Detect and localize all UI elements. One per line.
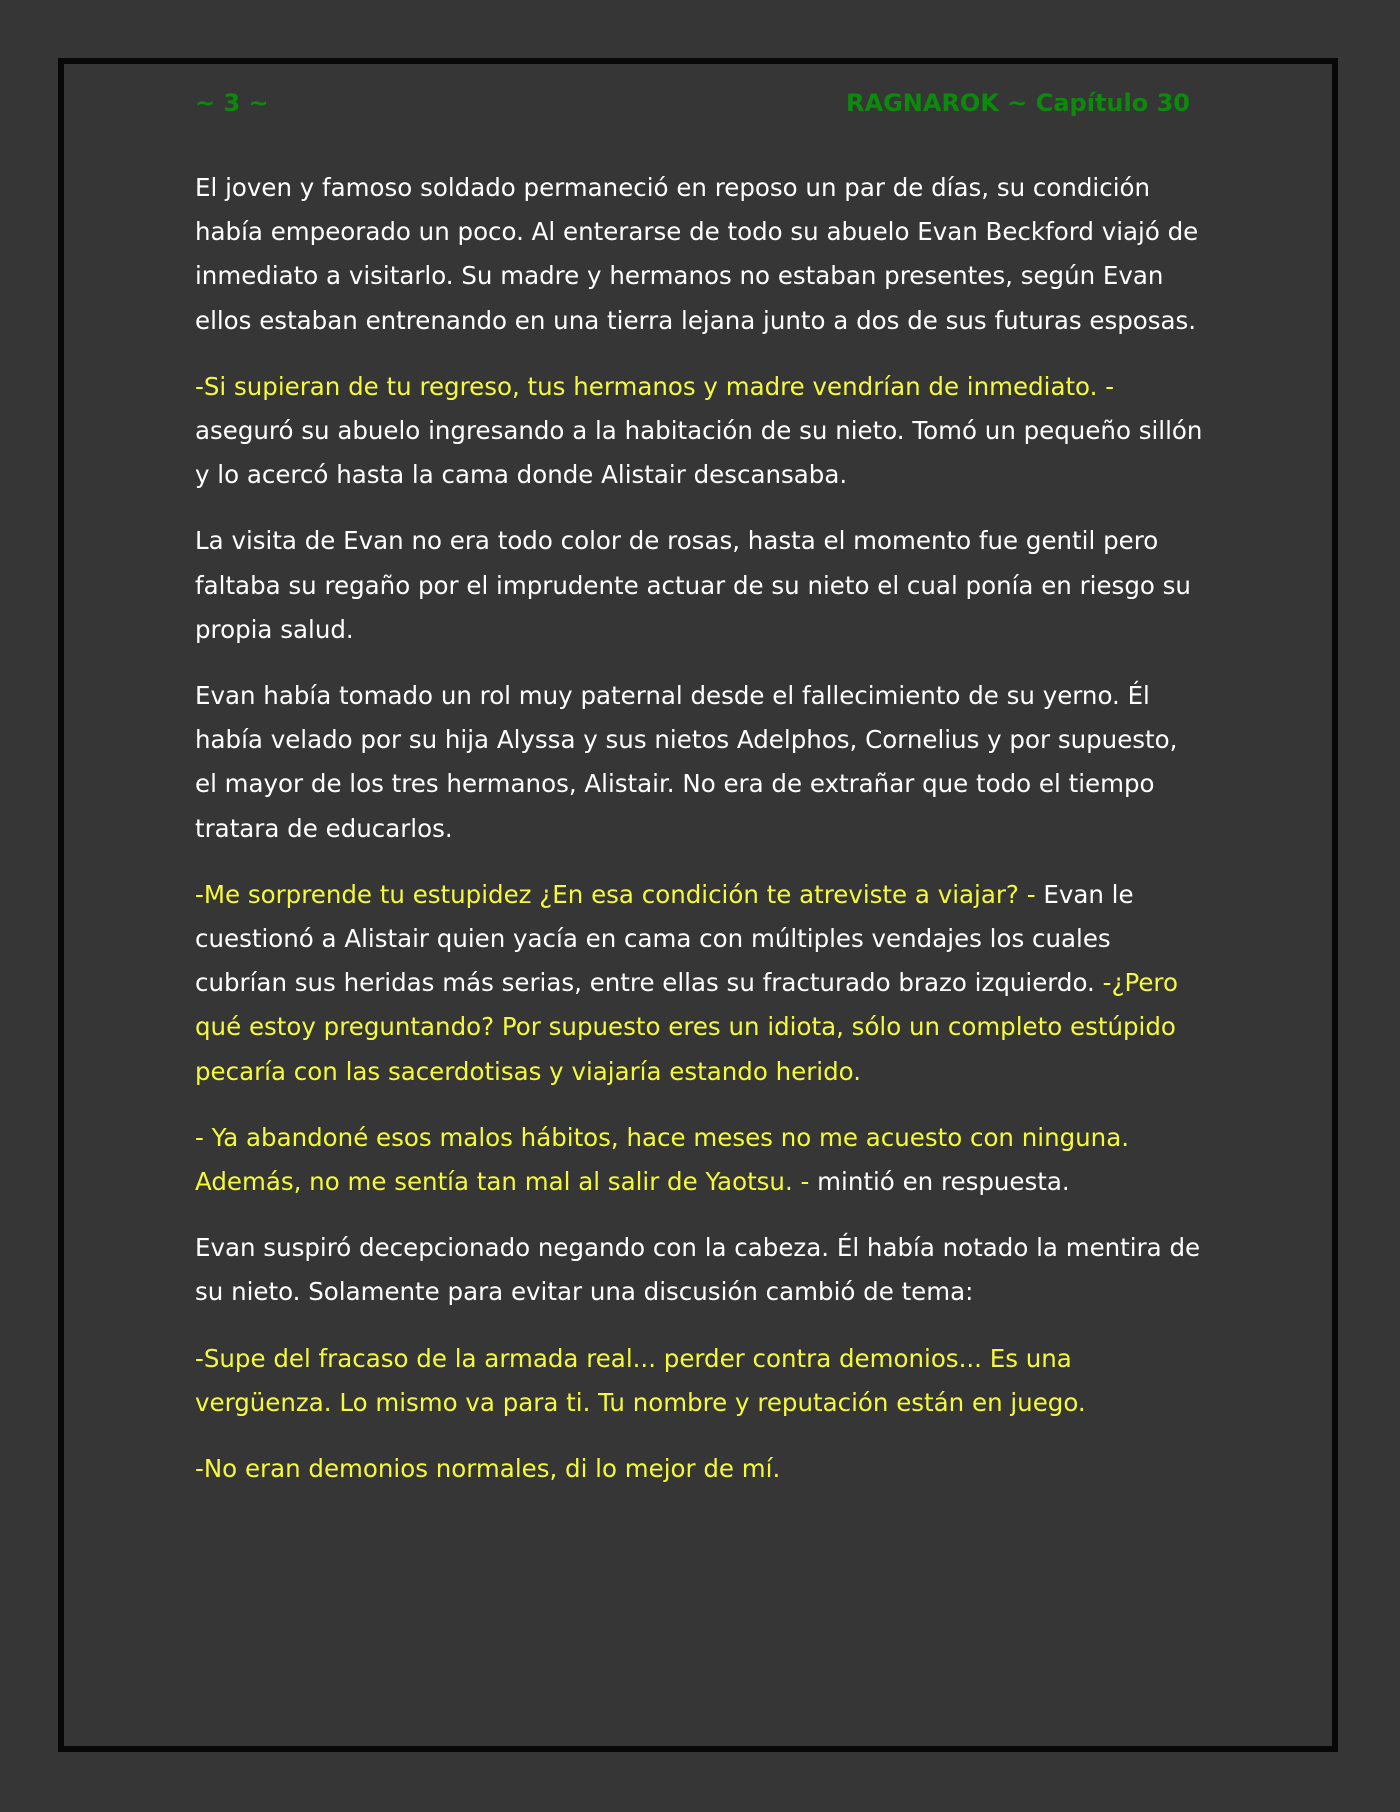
dialogue-text: -Supe del fracaso de la armada real... perder contra demonios... Es una vergüenza. Lo mismo va para ti. Tu nombre y reputación están en juego.	[195, 1343, 1086, 1417]
paragraph	[195, 166, 1205, 343]
narration-text: La visita de Evan no era todo color de rosas, hasta el momento fue gentil pero faltaba su regaño por el imprudente actuar de su nieto el cual ponía en riesgo su propia salud.	[195, 526, 1191, 644]
dialogue-text: -No eran demonios normales, di lo mejor de mí.	[195, 1454, 781, 1484]
narration-text: Evan había tomado un rol muy paternal desde el fallecimiento de su yerno. Él había velado por su hija Alyssa y sus nietos Adelphos, Cornelius y por supuesto, el mayor de los tres hermanos, Alistair. No era de extrañar que todo el tiempo tratara de educarlos.	[195, 681, 1178, 843]
dialogue-text: - Ya abandoné esos malos hábitos, hace meses no me acuesto con ninguna. Además, no me sentía tan mal al salir de Yaotsu. -	[195, 1122, 1130, 1197]
dialogue-text: -¿Pero qué estoy preguntando? Por supuesto eres un idiota, sólo un completo estúpido pecaría con las sacerdotisas y viajaría estando herido.	[195, 968, 1178, 1086]
paragraph	[195, 365, 1205, 498]
paragraph	[195, 519, 1205, 652]
paragraph	[195, 1226, 1205, 1314]
page-number: ~ 3 ~	[195, 89, 269, 117]
dialogue-text: -Me sorprende tu estupidez ¿En esa condición te atreviste a viajar? -	[195, 879, 1036, 909]
narration-text: Evan le cuestionó a Alistair quien yacía en cama con múltiples vendajes los cuales cubrían sus heridas más serias, entre ellas su fracturado brazo izquierdo.	[195, 879, 1134, 998]
story-body	[195, 166, 1205, 1513]
narration-text: mintió en respuesta.	[809, 1167, 1070, 1197]
narration-text: El joven y famoso soldado permaneció en reposo un par de días, su condición había empeorado un poco. Al enterarse de todo su abuelo Evan Beckford viajó de inmediato a visitarlo. Su madre y hermanos no estaban presentes, según Evan ellos estaban entrenando en una tierra lejana junto a dos de sus futuras esposas.	[195, 173, 1199, 335]
paragraph	[195, 1447, 1205, 1491]
narration-text: Evan suspiró decepcionado negando con la cabeza. Él había notado la mentira de su nieto. Solamente para evitar una discusión cambió de tema:	[195, 1233, 1201, 1307]
dialogue-text: -Si supieran de tu regreso, tus hermanos y madre vendrían de inmediato. -	[195, 371, 1115, 401]
running-title: RAGNAROK ~ Capítulo 30	[846, 89, 1190, 117]
paragraph	[195, 1116, 1205, 1204]
page-header	[195, 86, 1190, 120]
paragraph	[195, 873, 1205, 1094]
paragraph	[195, 674, 1205, 851]
narration-text: aseguró su abuelo ingresando a la habitación de su nieto. Tomó un pequeño sillón y lo acercó hasta la cama donde Alistair descansaba.	[195, 416, 1203, 490]
paragraph	[195, 1337, 1205, 1425]
